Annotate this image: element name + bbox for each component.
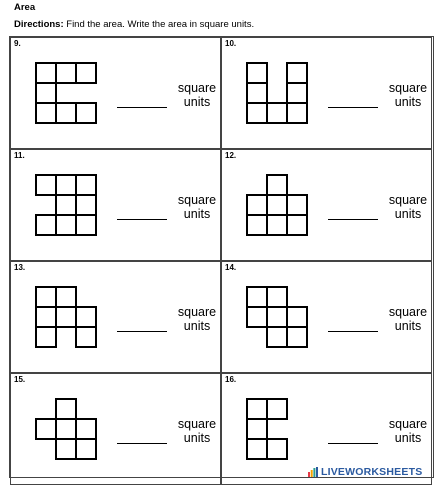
unit-square xyxy=(36,307,56,327)
liveworksheets-wordmark: LIVEWORKSHEETS xyxy=(321,466,423,478)
unit-square xyxy=(76,439,96,459)
directions xyxy=(14,19,254,30)
unit-square xyxy=(36,175,56,195)
area-shape xyxy=(246,174,308,236)
unit-label: square units xyxy=(388,305,428,333)
problem-12 xyxy=(221,149,432,261)
unit-label: square units xyxy=(177,305,217,333)
unit-square xyxy=(56,439,76,459)
unit-square xyxy=(56,195,76,215)
unit-square xyxy=(267,287,287,307)
unit-square xyxy=(287,327,307,347)
unit-label: square units xyxy=(388,193,428,221)
unit-label: square units xyxy=(177,417,217,445)
unit-square xyxy=(247,83,267,103)
unit-square xyxy=(247,195,267,215)
unit-label: square units xyxy=(388,417,428,445)
unit-square xyxy=(247,287,267,307)
unit-square xyxy=(267,399,287,419)
unit-square xyxy=(287,307,307,327)
problem-number: 13. xyxy=(14,263,26,272)
directions-label: Directions: xyxy=(14,19,64,30)
unit-square xyxy=(287,83,307,103)
unit-square xyxy=(36,327,56,347)
problem-number: 15. xyxy=(14,375,26,384)
answer-line[interactable] xyxy=(117,443,167,444)
unit-square xyxy=(36,103,56,123)
problem-number: 10. xyxy=(225,39,237,48)
unit-square xyxy=(247,63,267,83)
problem-number: 12. xyxy=(225,151,237,160)
unit-square xyxy=(247,419,267,439)
unit-square xyxy=(247,307,267,327)
area-shape xyxy=(35,286,97,348)
unit-square xyxy=(36,215,56,235)
area-shape xyxy=(246,62,308,124)
unit-square xyxy=(76,215,96,235)
answer-line[interactable] xyxy=(328,443,378,444)
answer-line[interactable] xyxy=(117,107,167,108)
unit-square xyxy=(76,419,96,439)
unit-square xyxy=(247,215,267,235)
unit-square xyxy=(287,103,307,123)
unit-square xyxy=(56,307,76,327)
unit-square xyxy=(267,215,287,235)
unit-square xyxy=(56,63,76,83)
unit-square xyxy=(247,399,267,419)
unit-square xyxy=(56,103,76,123)
area-shape xyxy=(35,174,97,236)
unit-label: square units xyxy=(177,81,217,109)
unit-square xyxy=(76,327,96,347)
page-title: Area xyxy=(14,2,36,13)
unit-square xyxy=(76,195,96,215)
problem-10 xyxy=(221,37,432,149)
unit-square xyxy=(56,399,76,419)
problem-11 xyxy=(10,149,221,261)
unit-square xyxy=(76,63,96,83)
unit-label: square units xyxy=(388,81,428,109)
problem-number: 11. xyxy=(14,151,25,160)
unit-square xyxy=(267,195,287,215)
unit-square xyxy=(247,103,267,123)
unit-square xyxy=(36,287,56,307)
area-shape xyxy=(246,398,308,460)
unit-square xyxy=(56,215,76,235)
problem-9 xyxy=(10,37,221,149)
unit-square xyxy=(36,419,56,439)
unit-square xyxy=(247,439,267,459)
directions-text: Find the area. Write the area in square units. xyxy=(63,19,255,30)
unit-square xyxy=(76,175,96,195)
unit-square xyxy=(56,287,76,307)
area-shape xyxy=(35,398,97,460)
unit-square xyxy=(56,175,76,195)
unit-square xyxy=(287,63,307,83)
unit-square xyxy=(36,83,56,103)
unit-square xyxy=(56,419,76,439)
unit-square xyxy=(267,439,287,459)
problem-number: 9. xyxy=(14,39,21,48)
answer-line[interactable] xyxy=(117,219,167,220)
unit-square xyxy=(36,63,56,83)
unit-square xyxy=(287,195,307,215)
liveworksheets-logo xyxy=(308,466,422,478)
unit-square xyxy=(267,103,287,123)
unit-square xyxy=(267,327,287,347)
answer-line[interactable] xyxy=(328,219,378,220)
problem-number: 14. xyxy=(225,263,237,272)
problem-number: 16. xyxy=(225,375,237,384)
answer-line[interactable] xyxy=(328,107,378,108)
liveworksheets-logo-icon xyxy=(308,467,318,477)
unit-square xyxy=(267,307,287,327)
unit-square xyxy=(267,175,287,195)
unit-square xyxy=(76,307,96,327)
problem-grid xyxy=(9,36,434,478)
area-shape xyxy=(246,286,308,348)
problem-14 xyxy=(221,261,432,373)
problem-13 xyxy=(10,261,221,373)
answer-line[interactable] xyxy=(328,331,378,332)
area-shape xyxy=(35,62,97,124)
unit-square xyxy=(76,103,96,123)
unit-label: square units xyxy=(177,193,217,221)
answer-line[interactable] xyxy=(117,331,167,332)
unit-square xyxy=(287,215,307,235)
problem-15 xyxy=(10,373,221,485)
